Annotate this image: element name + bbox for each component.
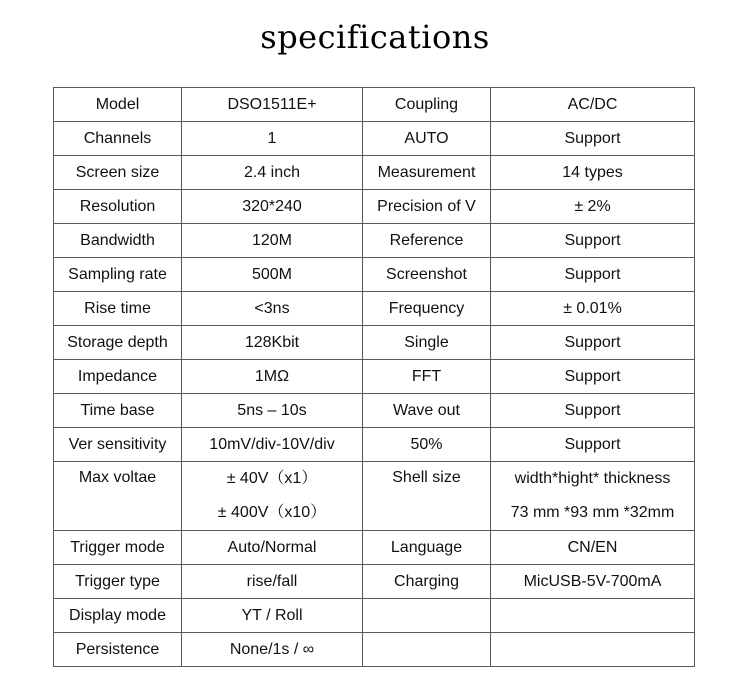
spec-value-text: 2.4 inch (243, 163, 301, 181)
spec-value-cell (182, 190, 363, 224)
spec-label-text: Shell size (392, 469, 461, 486)
spec-value-text: Support (564, 435, 621, 453)
table-row (54, 190, 695, 224)
spec-label-cell (363, 258, 491, 292)
spec-label-text: Charging (394, 572, 459, 590)
spec-value-cell (491, 394, 695, 428)
spec-value-text: Support (564, 333, 621, 351)
spec-value-text: MicUSB-5V-700mA (523, 572, 662, 590)
spec-label-cell (54, 88, 182, 122)
spec-label-text: Screen size (75, 163, 160, 181)
spec-value-text: Support (564, 265, 621, 283)
table-row (54, 565, 695, 599)
spec-label-cell (363, 224, 491, 258)
spec-value-cell (491, 428, 695, 462)
spec-value-text: 1 (267, 129, 277, 147)
spec-label-cell (363, 360, 491, 394)
spec-value-line: ± 400V（x10） (217, 504, 327, 521)
table-row (54, 428, 695, 462)
spec-label-cell (54, 599, 182, 633)
spec-value-text: <3ns (254, 299, 290, 317)
spec-value-cell (491, 462, 695, 531)
spec-label-text: Trigger type (75, 572, 160, 590)
specifications-table (53, 87, 695, 667)
spec-value-text: 14 types (562, 163, 623, 181)
spec-label-cell (54, 292, 182, 326)
spec-value-text: 128Kbit (244, 333, 300, 351)
spec-label-text: Reference (389, 231, 464, 249)
table-row (54, 360, 695, 394)
table-row (54, 633, 695, 667)
spec-label-text: FFT (411, 367, 442, 385)
spec-label-cell (363, 565, 491, 599)
spec-value-text: YT / Roll (241, 606, 303, 624)
spec-label-text: Time base (80, 401, 155, 419)
spec-label-text: Screenshot (386, 265, 467, 283)
table-row (54, 531, 695, 565)
spec-value-text: 1MΩ (254, 367, 290, 385)
spec-label-text: Language (390, 538, 463, 556)
spec-value-text: CN/EN (567, 538, 618, 556)
spec-label-text: Measurement (377, 163, 476, 181)
table-row (54, 326, 695, 360)
spec-value-line: width*hight* thickness (514, 470, 671, 487)
spec-label-text: Coupling (394, 95, 459, 113)
spec-value-text: ± 2% (574, 197, 611, 215)
spec-value-cell (182, 360, 363, 394)
spec-label-text: Sampling rate (68, 265, 167, 283)
table-row (54, 88, 695, 122)
spec-value-text: Support (564, 401, 621, 419)
spec-label-text: Model (95, 95, 140, 113)
spec-value-cell (182, 531, 363, 565)
spec-value-cell (491, 531, 695, 565)
spec-value-text: AC/DC (567, 95, 618, 113)
spec-value-cell (491, 360, 695, 394)
spec-label-cell (54, 258, 182, 292)
spec-label-text: Trigger mode (70, 538, 165, 556)
spec-value-cell (182, 599, 363, 633)
spec-label-text: 50% (410, 435, 443, 453)
spec-value-line: 73 mm *93 mm *32mm (510, 504, 675, 521)
spec-label-cell (363, 190, 491, 224)
spec-value-cell (182, 292, 363, 326)
spec-label-cell (54, 428, 182, 462)
spec-value-cell (491, 190, 695, 224)
spec-value-cell (182, 88, 363, 122)
spec-value-cell (491, 224, 695, 258)
spec-label-cell (54, 326, 182, 360)
spec-label-cell (363, 599, 491, 633)
table-row (54, 599, 695, 633)
spec-value-cell (182, 326, 363, 360)
table-row (54, 394, 695, 428)
spec-value-cell (491, 326, 695, 360)
spec-label-cell (363, 326, 491, 360)
spec-value-cell (491, 88, 695, 122)
spec-value-text: None/1s / ∞ (229, 640, 315, 658)
table-row (54, 462, 695, 531)
spec-label-text: Bandwidth (80, 231, 155, 249)
spec-value-cell (182, 394, 363, 428)
spec-label-text: Persistence (75, 640, 160, 658)
spec-label-cell (363, 156, 491, 190)
table-row (54, 122, 695, 156)
spec-label-cell (363, 428, 491, 462)
spec-label-text: Precision of V (377, 197, 476, 215)
spec-label-text: Channels (83, 129, 152, 147)
table-row (54, 258, 695, 292)
spec-value-text: 5ns – 10s (237, 401, 307, 419)
spec-value-text: DSO1511E+ (227, 95, 317, 113)
spec-label-text: Max voltae (78, 469, 157, 486)
spec-label-cell (363, 462, 491, 531)
spec-label-text: Frequency (388, 299, 465, 317)
spec-value-cell (491, 292, 695, 326)
spec-label-cell (363, 292, 491, 326)
spec-value-cell (491, 599, 695, 633)
spec-label-cell (54, 633, 182, 667)
spec-label-cell (54, 156, 182, 190)
spec-value-cell (491, 122, 695, 156)
spec-value-text: rise/fall (246, 572, 298, 590)
spec-value-text: Support (564, 231, 621, 249)
page-title: specifications (260, 18, 490, 56)
spec-value-cell (182, 156, 363, 190)
spec-value-text: Support (564, 367, 621, 385)
spec-value-cell (491, 565, 695, 599)
spec-label-text: Resolution (79, 197, 156, 215)
spec-value-cell (182, 633, 363, 667)
spec-value-cell (491, 156, 695, 190)
spec-label-cell (363, 531, 491, 565)
spec-value-text: 320*240 (242, 197, 302, 215)
spec-label-text: AUTO (404, 129, 449, 147)
spec-label-cell (54, 531, 182, 565)
spec-label-cell (363, 633, 491, 667)
spec-label-cell (54, 462, 182, 531)
spec-label-cell (54, 565, 182, 599)
spec-value-text: 500M (251, 265, 293, 283)
spec-value-cell (182, 122, 363, 156)
spec-value-text: 10mV/div-10V/div (209, 435, 335, 453)
spec-value-cell (491, 633, 695, 667)
spec-label-text: Rise time (84, 299, 151, 317)
spec-value-cell (182, 258, 363, 292)
spec-value-cell (182, 224, 363, 258)
spec-label-cell (54, 190, 182, 224)
spec-value-cell (491, 258, 695, 292)
spec-label-text: Single (404, 333, 449, 351)
spec-label-cell (54, 360, 182, 394)
spec-label-cell (54, 394, 182, 428)
spec-label-cell (54, 122, 182, 156)
spec-label-cell (363, 394, 491, 428)
spec-label-text: Storage depth (67, 333, 168, 351)
spec-label-cell (363, 122, 491, 156)
spec-value-text: 120M (251, 231, 293, 249)
spec-value-cell (182, 428, 363, 462)
spec-value-text: Auto/Normal (227, 538, 317, 556)
spec-value-cell (182, 565, 363, 599)
spec-value-text: ± 0.01% (563, 299, 622, 317)
spec-label-cell (363, 88, 491, 122)
spec-label-text: Impedance (77, 367, 158, 385)
spec-value-text: Support (564, 129, 621, 147)
spec-value-line: ± 40V（x1） (226, 470, 318, 487)
table-row (54, 292, 695, 326)
spec-label-cell (54, 224, 182, 258)
specifications-table-body (54, 88, 695, 667)
spec-label-text: Display mode (69, 606, 166, 624)
table-row (54, 224, 695, 258)
spec-label-text: Wave out (393, 401, 460, 419)
table-row (54, 156, 695, 190)
spec-label-text: Ver sensitivity (68, 435, 167, 453)
spec-value-cell (182, 462, 363, 531)
